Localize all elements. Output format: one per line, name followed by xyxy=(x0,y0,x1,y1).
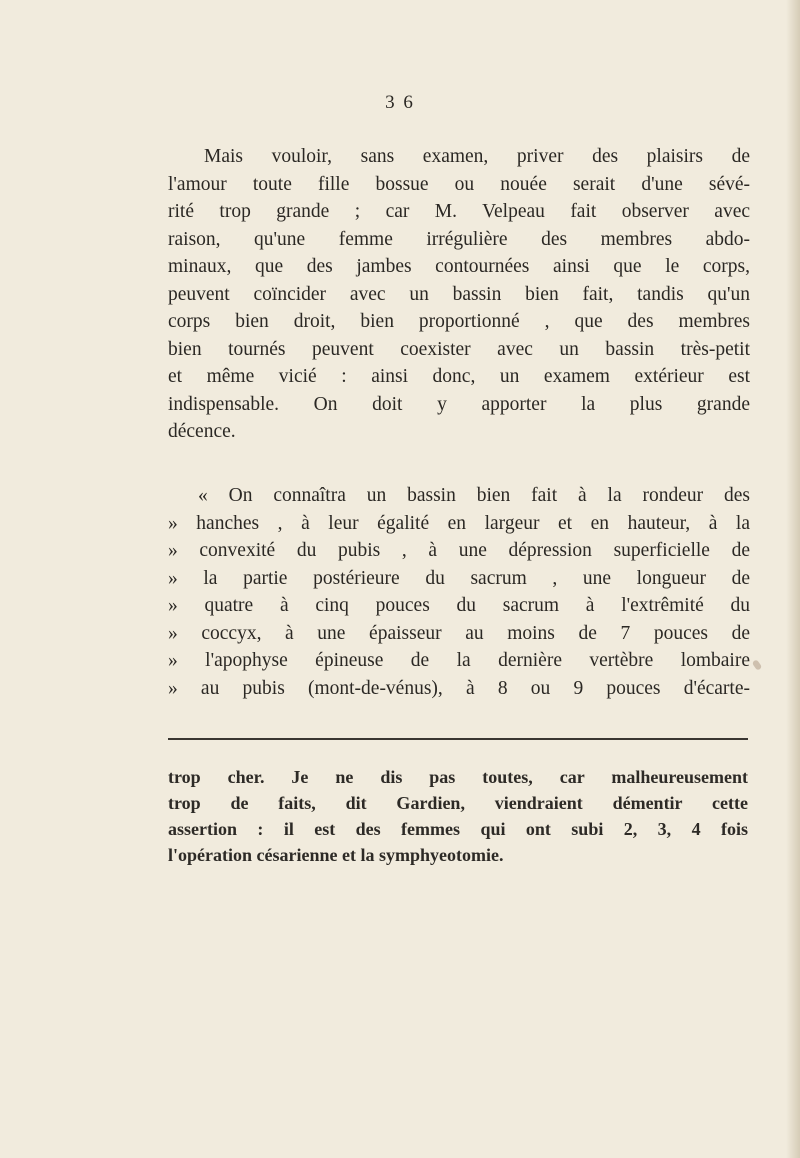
paragraph-2-quotation xyxy=(168,482,750,702)
text-line: « On connaîtra un bassin bien fait à la rondeur des xyxy=(198,485,750,506)
text-line: Mais vouloir, sans examen, priver des plaisirs de xyxy=(204,146,750,167)
text-line: raison, qu'une femme irrégulière des membres abdo- xyxy=(168,228,750,250)
text-line: l'amour toute fille bossue ou nouée serait d'une sévé- xyxy=(168,173,750,195)
text-line: rité trop grande ; car M. Velpeau fait observer avec xyxy=(168,201,750,222)
footnote-line: l'opération césarienne et la symphyeotomie. xyxy=(168,845,504,865)
text-line: » hanches , à leur égalité en largeur et en hauteur, à la xyxy=(168,512,750,534)
text-line: » quatre à cinq pouces du sacrum à l'extrêmité du xyxy=(168,595,750,616)
text-line: et même vicié : ainsi donc, un examem extérieur est xyxy=(168,366,750,387)
footnote-separator xyxy=(168,738,748,740)
text-line: indispensable. On doit y apporter la plus grande xyxy=(168,393,750,415)
text-line: peuvent coïncider avec un bassin bien fait, tandis qu'un xyxy=(168,283,750,305)
page-edge-shadow xyxy=(786,0,800,1158)
text-line: » coccyx, à une épaisseur au moins de 7 pouces de xyxy=(168,622,750,644)
footnote-line: trop de faits, dit Gardien, viendraient démentir cette xyxy=(168,793,748,813)
footnote xyxy=(168,764,748,868)
text-line: corps bien droit, bien proportionné , que des membres xyxy=(168,311,750,332)
text-line: » l'apophyse épineuse de la dernière vertèbre lombaire xyxy=(168,650,750,671)
footnote-line: trop cher. Je ne dis pas toutes, car malheureusement xyxy=(168,767,748,787)
paragraph-1 xyxy=(168,143,750,446)
footnote-line: assertion : il est des femmes qui ont subi 2, 3, 4 fois xyxy=(168,819,748,839)
text-line: » la partie postérieure du sacrum , une longueur de xyxy=(168,567,750,589)
text-line: » au pubis (mont-de-vénus), à 8 ou 9 pouces d'écarte- xyxy=(168,677,750,699)
text-line: décence. xyxy=(168,421,236,442)
text-line: bien tournés peuvent coexister avec un bassin très-petit xyxy=(168,338,750,360)
page-number: 3 6 xyxy=(385,92,415,113)
text-line: minaux, que des jambes contournées ainsi que le corps, xyxy=(168,256,750,277)
text-line: » convexité du pubis , à une dépression superficielle de xyxy=(168,540,750,561)
ink-speck xyxy=(752,659,763,671)
